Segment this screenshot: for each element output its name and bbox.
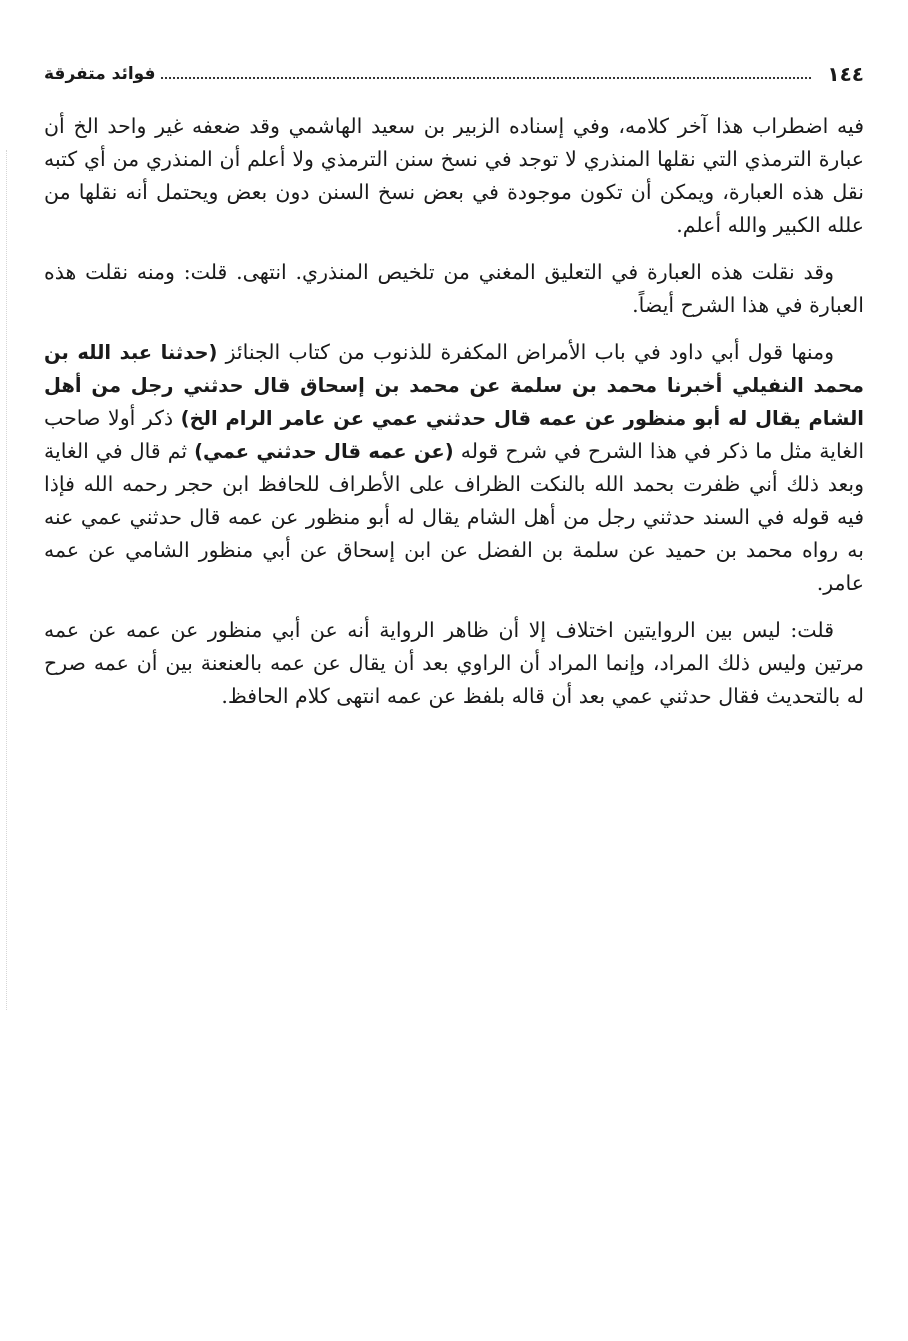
quoted-phrase: (عن عمه قال حدثني عمي) bbox=[194, 440, 454, 463]
paragraph-1: فيه اضطراب هذا آخر كلامه، وفي إسناده الزبير بن سعيد الهاشمي وقد ضعفه غير واحد الخ أن عبارة الترمذي التي نقلها المنذري لا توجد في نسخ سنن الترمذي ولا أعلم أن المنذري من أي كتبه نقل هذه العبارة، ويمكن أن تكون موجودة في بعض نسخ السنن دون بعض ويحتمل أنه نقلها من علله الكبير والله أعلم. bbox=[44, 114, 864, 237]
paragraph-2: وقد نقلت هذه العبارة في التعليق المغني من تلخيص المنذري. انتهى. قلت: ومنه نقلت هذه العبارة في هذا الشرح أيضاً. bbox=[44, 260, 864, 317]
margin-mark bbox=[6, 150, 7, 1010]
hadith-chain-quote: (حدثنا عبد الله بن محمد النفيلي أخبرنا محمد بن سلمة عن محمد بن إسحاق قال حدثني رجل من أهل الشام يقال له أبو منظور عن عمه قال حدثني عمي عن عامر الرام الخ) bbox=[44, 341, 864, 430]
page-number: ١٤٤ bbox=[827, 62, 864, 86]
paragraph-3-end: ثم قال في الغاية وبعد ذلك أني ظفرت بحمد الله بالنكت الظراف على الأطراف للحافظ ابن حجر رحمه الله فإذا فيه قوله في السند حدثني رجل من أهل الشام يقال له أبو منظور عن عمه قال حدثني عمي عنه به رواه محمد بن حميد عن سلمة بن الفضل عن ابن إسحاق عن أبي منظور الشامي عن عمه عامر. bbox=[44, 439, 864, 595]
header-leader-dots bbox=[161, 77, 811, 79]
paragraph-3-intro: ومنها قول أبي داود في باب الأمراض المكفرة للذنوب من كتاب الجنائز bbox=[217, 340, 834, 364]
body-text bbox=[44, 110, 864, 727]
paragraph-4: قلت: ليس بين الروايتين اختلاف إلا أن ظاهر الرواية أنه عن أبي منظور عن عمه عن عمه مرتين وليس ذلك المراد، وإنما المراد أن الراوي بعد أن يقال عن عمه بالعنعنة بين أن عمه صرح له بالتحديث فقال حدثني عمي بعد أن قاله بلفظ عن عمه انتهى كلام الحافظ. bbox=[44, 618, 864, 708]
running-title: فوائد متفرقة bbox=[44, 64, 156, 84]
page-header bbox=[44, 58, 864, 90]
paragraph-3 bbox=[44, 336, 864, 600]
paragraph-3-middle: ذكر أولا صاحب الغاية مثل ما ذكر في هذا الشرح في شرح قوله bbox=[44, 406, 865, 463]
